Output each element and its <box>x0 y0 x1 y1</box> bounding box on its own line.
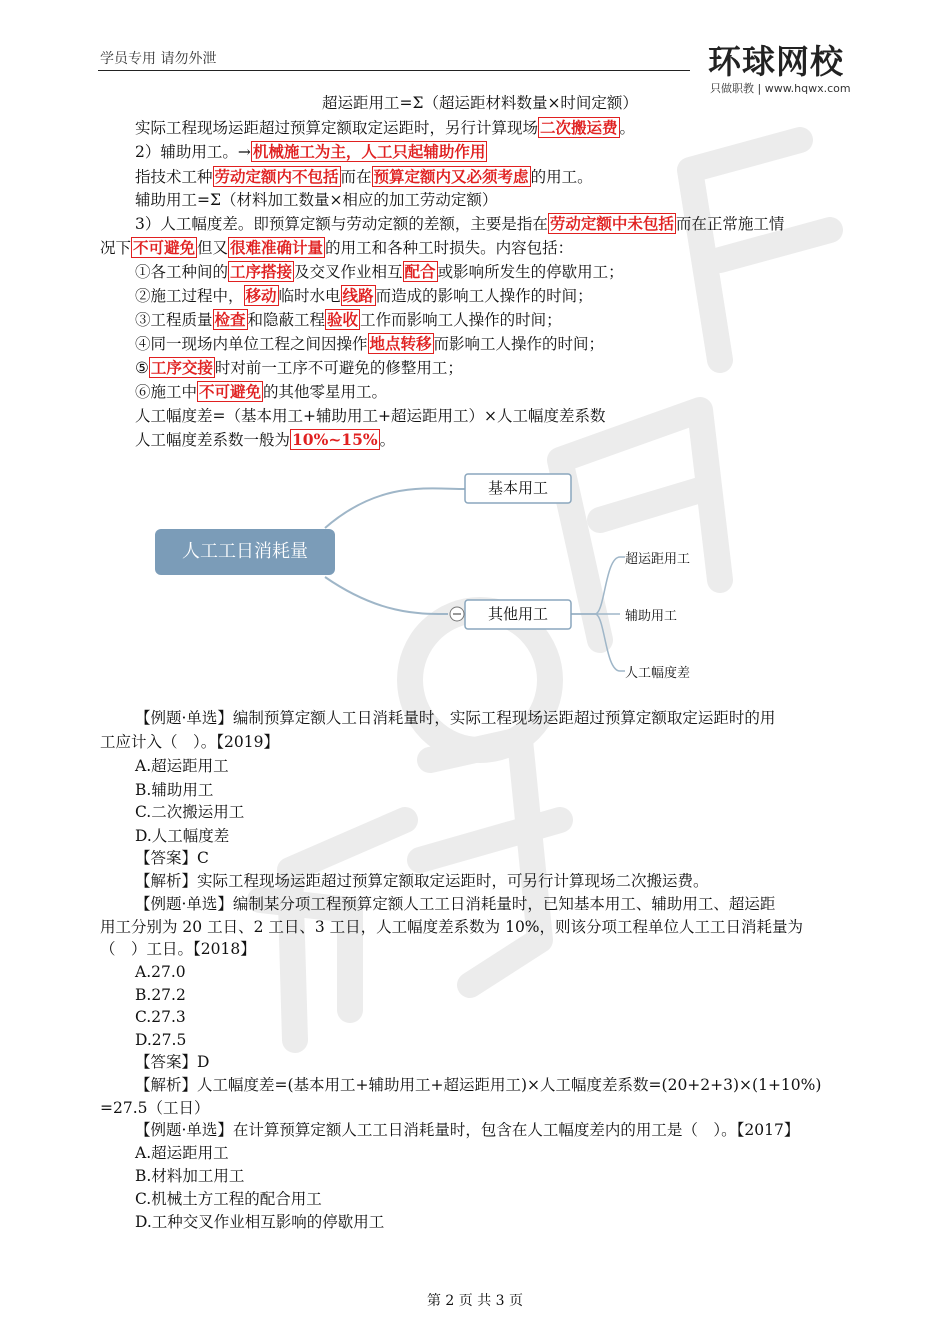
q1-stem: 工应计入（ ）。【2019】 <box>100 733 279 751</box>
q2-stem: （ ）工日。【2018】 <box>100 940 256 958</box>
logo-subtitle: 只做职教 | www.hqwx.com <box>710 82 851 95</box>
mindmap-diagram <box>150 465 710 690</box>
q1-option-d: D.人工幅度差 <box>135 827 230 845</box>
q1-option-c: C.二次搬运用工 <box>135 803 245 821</box>
header-note: 学员专用 请勿外泄 <box>100 51 217 67</box>
q1-option-a: A.超运距用工 <box>135 757 229 775</box>
highlight: 线路 <box>342 286 374 305</box>
highlight: 移动 <box>245 286 277 305</box>
logo-name: 环球网校 <box>708 42 844 81</box>
text-line: 2）辅助用工。→ 机械施工为主，人工只起辅助作用 <box>135 142 486 161</box>
basic-node: 基本用工 <box>487 479 548 497</box>
text-line: 3）人工幅度差。即预算定额与劳动定额的差额，主要是指在 劳动定额中未包括 而在正常施工情 <box>135 214 785 233</box>
text-line: ⑥施工中 不可避免 的其他零星用工。 <box>135 382 388 401</box>
highlight: 配合 <box>404 262 436 281</box>
q1-answer: 【答案】C <box>135 849 209 867</box>
q2-answer: 【答案】D <box>135 1053 210 1071</box>
q1-stem: 【例题·单选】编制预算定额人工日消耗量时，实际工程现场运距超过预算定额取定运距时的用 <box>135 709 776 727</box>
root-node: 人工工日消耗量 <box>182 541 308 562</box>
formula-over-distance: 超运距用工=Σ（超运距材料数量×时间定额） <box>322 94 638 112</box>
highlight: 地点转移 <box>369 334 432 353</box>
q3-option-b: B.材料加工用工 <box>135 1167 245 1185</box>
brand-logo <box>708 36 878 96</box>
formula-auxiliary: 辅助用工=Σ（材料加工数量×相应的加工劳动定额） <box>135 191 498 209</box>
sub-node: 辅助用工 <box>625 609 678 624</box>
q2-option-a: A.27.0 <box>135 963 186 981</box>
text-line: ⑤ 工序交接 时对前一工序不可避免的修整用工； <box>135 358 463 377</box>
highlight: 检查 <box>214 310 246 329</box>
highlight: 预算定额内又必须考虑 <box>373 167 529 186</box>
branch-line <box>570 557 625 614</box>
highlight: 劳动定额中未包括 <box>549 214 674 233</box>
q2-option-b: B.27.2 <box>135 986 186 1004</box>
q2-stem: 用工分别为 20 工日、2 工日、3 工日，人工幅度差系数为 10%，则该分项工程单位人工工日消耗量为 <box>100 918 804 936</box>
q3-option-d: D.工种交叉作业相互影响的停歇用工 <box>135 1213 385 1231</box>
q3-option-c: C.机械土方工程的配合用工 <box>135 1190 322 1208</box>
highlight: 不可避免 <box>199 382 262 401</box>
text-line: 人工幅度差系数一般为 10%~15% 。 <box>135 430 396 449</box>
page-footer: 第 2 页 共 3 页 <box>426 1293 524 1309</box>
q2-option-c: C.27.3 <box>135 1008 186 1026</box>
other-node: 其他用工 <box>487 605 548 623</box>
text-line: ③工程质量 检查 和隐蔽工程 验收 工作而影响工人操作的时间； <box>135 310 562 329</box>
highlight: 很难准确计量 <box>230 238 324 257</box>
q2-stem: 【例题·单选】编制某分项工程预算定额人工工日消耗量时，已知基本用工、辅助用工、超运距 <box>135 895 776 913</box>
header-divider <box>98 70 690 71</box>
formula-margin: 人工幅度差=（基本用工+辅助用工+超运距用工）×人工幅度差系数 <box>135 407 606 425</box>
highlight: 机械施工为主，人工只起辅助作用 <box>252 142 486 161</box>
text-line: 指技术工种 劳动定额内不包括 而在 预算定额内又必须考虑 的用工。 <box>135 167 593 186</box>
highlight: 验收 <box>327 310 359 329</box>
q1-option-b: B.辅助用工 <box>135 781 214 799</box>
highlight: 二次搬运费 <box>540 118 618 137</box>
text-line: ①各工种间的 工序搭接 及交叉作业相互 配合 或影响所发生的停歇用工； <box>135 262 624 281</box>
sub-node: 超运距用工 <box>625 552 691 567</box>
highlight: 工序交接 <box>150 358 213 377</box>
text-line: ②施工过程中， 移动 临时水电 线路 而造成的影响工人操作的时间； <box>135 286 593 305</box>
text-line: 实际工程现场运距超过预算定额取定运距时，另行计算现场 二次搬运费 。 <box>135 118 636 137</box>
q2-analysis: =27.5（工日） <box>100 1099 210 1117</box>
highlight: 工序搭接 <box>230 262 293 281</box>
branch-line <box>325 577 448 614</box>
q2-analysis: 【解析】人工幅度差=(基本用工+辅助用工+超运距用工)×人工幅度差系数=(20+2+3)×(1+10%) <box>135 1076 822 1094</box>
text-line: ④同一现场内单位工程之间因操作 地点转移 而影响工人操作的时间； <box>135 334 605 353</box>
highlight: 不可避免 <box>133 238 196 257</box>
highlight: 劳动定额内不包括 <box>214 167 339 186</box>
q1-analysis: 【解析】实际工程现场运距超过预算定额取定运距时，可另行计算现场二次搬运费。 <box>135 872 709 890</box>
branch-line <box>570 614 625 671</box>
branch-line <box>325 488 465 528</box>
q3-option-a: A.超运距用工 <box>135 1144 229 1162</box>
highlight: 10%~15% <box>292 430 378 449</box>
text-line: 况下 不可避免 但又 很难准确计量 的用工和各种工时损失。内容包括： <box>100 238 574 257</box>
sub-node: 人工幅度差 <box>625 666 691 681</box>
q3-stem: 【例题·单选】在计算预算定额人工工日消耗量时，包含在人工幅度差内的用工是（ ）。【2017】 <box>135 1121 800 1139</box>
q2-option-d: D.27.5 <box>135 1031 187 1049</box>
